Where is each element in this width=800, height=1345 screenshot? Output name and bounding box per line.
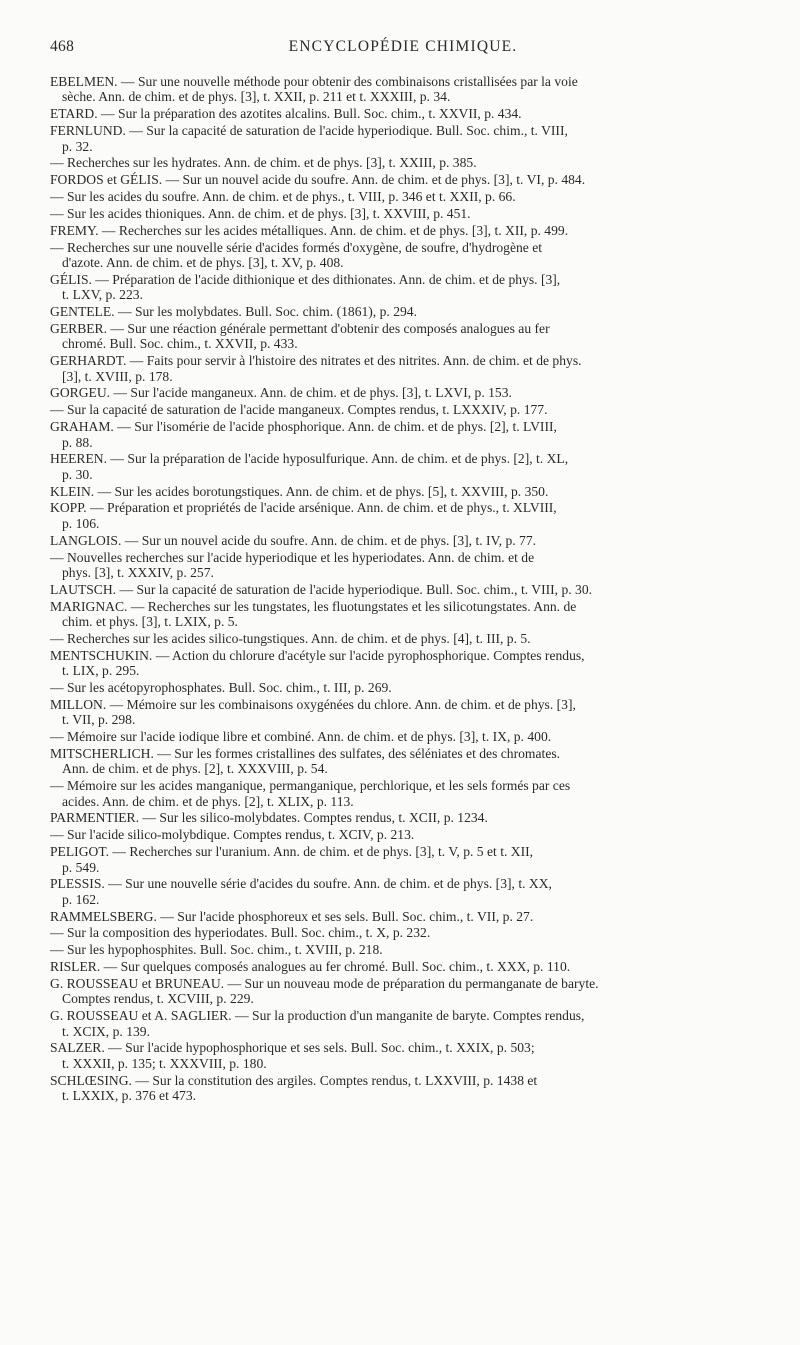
bibliography-entry [50,239,783,271]
entry-line-continuation: p. 162. [62,891,100,907]
bibliography-entry [50,1072,783,1104]
bibliography-entry [50,778,783,809]
entry-line-first: GORGEU. — Sur l'acide manganeux. Ann. de chim. et de phys. [3], t. LXVI, p. 153. [50,385,512,401]
entry-line-first: FORDOS et GÉLIS. — Sur un nouvel acide du soufre. Ann. de chim. et de phys. [3], t. VI, p. 484. [50,172,586,188]
entry-line-first: KLEIN. — Sur les acides borotungstiques. Ann. de chim. et de phys. [5], t. XXVIII, p. 350. [50,483,549,499]
bibliography-entry [50,353,783,384]
entry-line-continuation: p. 88. [62,434,93,450]
entry-line-first: KOPP. — Préparation et propriétés de l'acide arsénique. Ann. de chim. et de phys., t. XLVIII, [50,500,557,516]
bibliography-entry [50,106,783,122]
page-header [50,38,756,60]
bibliography-entry [50,959,783,975]
entry-line-continuation: sèche. Ann. de chim. et de phys. [3], t. XXII, p. 211 et t. XXXIII, p. 34. [62,89,451,105]
bibliography-entry [50,810,783,826]
bibliography-entry [50,630,783,646]
bibliography-entry [50,483,783,499]
bibliography-entry [50,189,783,205]
entry-line-first: — Sur les acides thioniques. Ann. de chim. et de phys. [3], t. XXVIII, p. 451. [50,205,471,221]
bibliography-entry [50,581,783,597]
bibliography-entry [50,1008,783,1039]
bibliography-entry [50,975,783,1007]
bibliography-entry [50,745,783,777]
entry-line-first: — Nouvelles recherches sur l'acide hyperiodique et les hyperiodates. Ann. de chim. et de [50,549,535,565]
bibliography-entry [50,942,783,958]
entry-line-first: — Mémoire sur les acides manganique, permanganique, perchlorique, et les sels formés par ces [50,778,571,794]
entry-line-first: FREMY. — Recherches sur les acides métalliques. Ann. de chim. et de phys. [3], t. XII, p. 499. [50,222,569,238]
bibliography-entry [50,320,783,352]
entry-line-first: SALZER. — Sur l'acide hypophosphorique et ses sels. Bull. Soc. chim., t. XXIX, p. 503; [50,1040,535,1056]
bibliography-entry [50,222,783,238]
entry-line-continuation: chromé. Bull. Soc. chim., t. XXVII, p. 433. [62,336,298,352]
entry-line-first: MARIGNAC. — Recherches sur les tungstates, les fluotungstates et les silicotungstates. Ann. de [50,598,577,614]
entry-line-continuation: p. 106. [62,515,100,531]
entry-line-first: EBELMEN. — Sur une nouvelle méthode pour obtenir des combinaisons cristallisées par la voie [50,74,578,89]
bibliography-entry [50,385,783,401]
bibliography-entry [50,844,783,875]
running-title: ENCYCLOPÉDIE CHIMIQUE. [288,38,518,55]
entry-line-first: LAUTSCH. — Sur la capacité de saturation de l'acide hyperiodique. Bull. Soc. chim., t. VIII, p. 30. [50,581,593,597]
bibliography-entry [50,696,783,728]
entry-line-continuation: chim. et phys. [3], t. LXIX, p. 5. [62,614,238,630]
entry-line-continuation: [3], t. XVIII, p. 178. [62,368,173,384]
bibliography-entry [50,876,783,907]
entry-line-continuation: d'azote. Ann. de chim. et de phys. [3], t. XV, p. 408. [62,254,344,270]
entry-line-first: MENTSCHUKIN. — Action du chlorure d'acétyle sur l'acide pyrophosphorique. Comptes rendus, [50,647,585,663]
entry-line-continuation: phys. [3], t. XXXIV, p. 257. [62,564,214,580]
entry-line-continuation: t. LXXIX, p. 376 et 473. [62,1088,197,1104]
entry-line-first: RAMMELSBERG. — Sur l'acide phosphoreux et ses sels. Bull. Soc. chim., t. VII, p. 27. [50,908,534,924]
bibliography-entry [50,908,783,924]
entry-line-first: RISLER. — Sur quelques composés analogues au fer chromé. Bull. Soc. chim., t. XXX, p. 110. [50,959,571,975]
entry-line-continuation: Comptes rendus, t. XCVIII, p. 229. [62,991,254,1007]
entry-line-first: PLESSIS. — Sur une nouvelle série d'acides du soufre. Ann. de chim. et de phys. [3], t. XX, [50,876,552,892]
entry-line-first: MITSCHERLICH. — Sur les formes cristallines des sulfates, des séléniates et des chromates. [50,745,561,761]
bibliography-entry [50,925,783,941]
bibliography-entry [50,304,783,320]
bibliography-entry [50,532,783,548]
bibliography-entry [50,419,783,450]
entry-line-first: — Sur les hypophosphites. Bull. Soc. chim., t. XVIII, p. 218. [50,942,383,958]
entry-line-first: GRAHAM. — Sur l'isomérie de l'acide phosphorique. Ann. de chim. et de phys. [2], t. LVIII, [50,419,557,435]
bibliography-entry [50,74,783,105]
bibliography-entry [50,451,783,482]
bibliography-entry [50,155,783,171]
entry-line-first: LANGLOIS. — Sur un nouvel acide du soufre. Ann. de chim. et de phys. [3], t. IV, p. 77. [50,532,537,548]
entry-line-first: G. ROUSSEAU et BRUNEAU. — Sur un nouveau mode de préparation du permanganate de baryte. [50,975,599,991]
entry-line-continuation: p. 32. [62,138,93,154]
entry-line-continuation: Ann. de chim. et de phys. [2], t. XXXVIII, p. 54. [62,761,328,777]
entry-line-first: HEEREN. — Sur la préparation de l'acide hyposulfurique. Ann. de chim. et de phys. [2], t. XL, [50,451,569,467]
bibliography-entry [50,1040,783,1071]
bibliography-entry [50,123,783,154]
entry-line-first: — Sur l'acide silico-molybdique. Comptes rendus, t. XCIV, p. 213. [50,827,415,843]
entry-line-continuation: t. LIX, p. 295. [62,663,140,679]
entry-line-first: — Recherches sur les acides silico-tungstiques. Ann. de chim. et de phys. [4], t. III, p. 5. [50,630,531,646]
bibliography-entry [50,172,783,188]
entry-line-first: GÉLIS. — Préparation de l'acide dithionique et des dithionates. Ann. de chim. et de phys. [3], [50,271,561,287]
entry-line-first: GERBER. — Sur une réaction générale permettant d'obtenir des composés analogues au fer [50,320,550,336]
entry-line-first: — Mémoire sur l'acide iodique libre et combiné. Ann. de chim. et de phys. [3], t. IX, p. 400. [50,729,552,745]
bibliography-entry [50,271,783,303]
bibliography-entry [50,549,783,581]
bibliography-entry [50,647,783,679]
entry-line-first: PELIGOT. — Recherches sur l'uranium. Ann. de chim. et de phys. [3], t. V, p. 5 et t. XII, [50,844,534,860]
entry-line-first: ETARD. — Sur la préparation des azotites alcalins. Bull. Soc. chim., t. XXVII, p. 434. [50,106,522,122]
entry-line-continuation: acides. Ann. de chim. et de phys. [2], t. XLIX, p. 113. [62,793,354,809]
entry-line-first: PARMENTIER. — Sur les silico-molybdates. Comptes rendus, t. XCII, p. 1234. [50,810,488,826]
page-number: 468 [50,38,75,55]
bibliography-list [50,74,783,1105]
bibliography-entry [50,598,783,630]
bibliography-entry [50,729,783,745]
entry-line-first: — Sur la composition des hyperiodates. Bull. Soc. chim., t. X, p. 232. [50,925,431,941]
bibliography-entry [50,205,783,221]
entry-line-first: — Sur les acides du soufre. Ann. de chim. et de phys., t. VIII, p. 346 et t. XXII, p. 66. [50,189,516,205]
entry-line-continuation: p. 549. [62,859,100,875]
entry-line-first: GERHARDT. — Faits pour servir à l'histoire des nitrates et des nitrites. Ann. de chim. et de phys. [50,353,582,369]
bibliography-entry [50,402,783,418]
entry-line-continuation: t. LXV, p. 223. [62,287,143,303]
entry-line-first: — Recherches sur les hydrates. Ann. de chim. et de phys. [3], t. XXIII, p. 385. [50,155,477,171]
entry-line-first: FERNLUND. — Sur la capacité de saturation de l'acide hyperiodique. Bull. Soc. chim., t. VIII, [50,123,568,139]
entry-line-first: — Recherches sur une nouvelle série d'acides formés d'oxygène, de soufre, d'hydrogène et [50,239,543,255]
entry-line-continuation: t. XCIX, p. 139. [62,1023,150,1039]
bibliography-entry [50,827,783,843]
entry-line-first: G. ROUSSEAU et A. SAGLIER. — Sur la production d'un manganite de baryte. Comptes rendus, [50,1008,585,1024]
entry-line-first: — Sur les acétopyrophosphates. Bull. Soc. chim., t. III, p. 269. [50,679,392,695]
entry-line-continuation: t. VII, p. 298. [62,712,136,728]
bibliography-entry [50,500,783,531]
entry-line-first: SCHLŒSING. — Sur la constitution des argiles. Comptes rendus, t. LXXVIII, p. 1438 et [50,1072,538,1088]
entry-line-continuation: t. XXXII, p. 135; t. XXXVIII, p. 180. [62,1055,267,1071]
entry-line-continuation: p. 30. [62,466,93,482]
entry-line-first: GENTELE. — Sur les molybdates. Bull. Soc. chim. (1861), p. 294. [50,304,417,320]
entry-line-first: MILLON. — Mémoire sur les combinaisons oxygénées du chlore. Ann. de chim. et de phys. [3], [50,696,576,712]
bibliography-entry [50,679,783,695]
entry-line-first: — Sur la capacité de saturation de l'acide manganeux. Comptes rendus, t. LXXXIV, p. 177. [50,402,548,418]
